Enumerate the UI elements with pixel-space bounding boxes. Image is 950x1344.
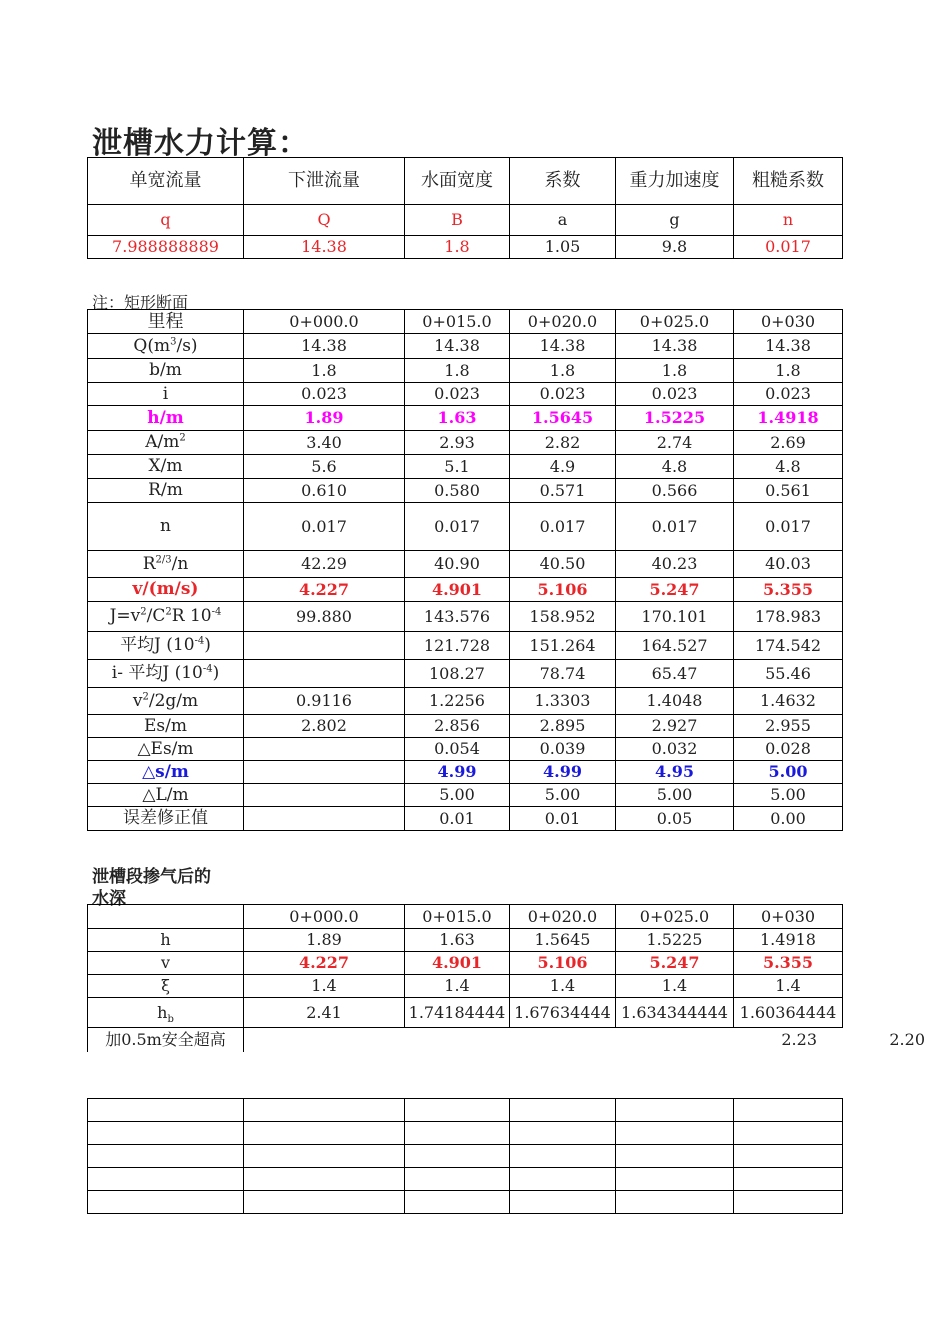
value-cell: 5.247 <box>616 952 734 975</box>
value-cell: 0.023 <box>510 383 616 406</box>
row-label <box>88 738 244 761</box>
empty-cell <box>510 1145 616 1168</box>
table-row <box>88 952 843 975</box>
empty-cell <box>244 1145 405 1168</box>
row-label <box>88 632 244 660</box>
label-supscript: -4 <box>211 606 222 618</box>
label-text: v/(m/s) <box>132 579 199 599</box>
row-label <box>88 383 244 406</box>
label-text: △Es/m <box>137 738 194 759</box>
table-row <box>88 602 843 632</box>
param-header-row <box>88 158 843 205</box>
empty-cell <box>616 1145 734 1168</box>
value-cell: 0.017 <box>405 503 510 551</box>
station-cell: 0+030 <box>734 905 843 929</box>
row-label <box>88 952 244 975</box>
label-supscript: 3 <box>170 335 177 347</box>
station-cell: 0+025.0 <box>616 905 734 929</box>
table-row <box>88 455 843 479</box>
table-row <box>88 334 843 359</box>
table-row <box>88 715 843 738</box>
value-cell: 0.039 <box>510 738 616 761</box>
aeration-table <box>87 904 843 1028</box>
label-text: ) <box>212 663 220 683</box>
value-cell: 5.00 <box>510 784 616 807</box>
value-cell: 0.023 <box>405 383 510 406</box>
label-supscript: 2 <box>165 606 172 618</box>
value-cell: 2.927 <box>616 715 734 738</box>
value-cell: 143.576 <box>405 602 510 632</box>
value-cell: 3.40 <box>244 431 405 455</box>
value-cell: 2.895 <box>510 715 616 738</box>
value-cell: 2.955 <box>734 715 843 738</box>
value-cell: 5.106 <box>510 578 616 602</box>
row-label <box>88 807 244 831</box>
value-cell: 151.264 <box>510 632 616 660</box>
label-text: Q(m <box>133 335 171 356</box>
value-cell: 1.8 <box>510 359 616 383</box>
param-symbol: B <box>405 205 510 236</box>
value-cell: 1.8 <box>616 359 734 383</box>
param-symbol: q <box>88 205 244 236</box>
label-text: Es/m <box>144 715 187 736</box>
value-cell: 1.74184444 <box>405 998 510 1028</box>
value-cell: 0.566 <box>616 479 734 503</box>
label-supscript: -4 <box>194 635 205 647</box>
value-cell: 5.00 <box>616 784 734 807</box>
value-cell: 1.4 <box>244 975 405 998</box>
value-cell: 0.017 <box>510 503 616 551</box>
param-symbol: n <box>734 205 843 236</box>
station-cell: 0+025.0 <box>616 310 734 334</box>
row-label <box>88 479 244 503</box>
value-cell: 4.901 <box>405 952 510 975</box>
row-label <box>88 578 244 602</box>
label-text: h <box>157 1002 168 1022</box>
value-cell: 42.29 <box>244 551 405 578</box>
label-text: /C <box>146 606 166 626</box>
value-cell: 0.561 <box>734 479 843 503</box>
calculation-table <box>87 309 843 831</box>
param-value: 7.988888889 <box>88 236 244 259</box>
value-cell <box>244 632 405 660</box>
value-cell: 14.38 <box>405 334 510 359</box>
param-value: 1.8 <box>405 236 510 259</box>
empty-cell <box>405 1122 510 1145</box>
row-label <box>88 715 244 738</box>
label-text: R <box>142 553 156 574</box>
value-cell: 5.00 <box>734 784 843 807</box>
value-cell: 1.8 <box>244 359 405 383</box>
value-cell: 1.67634444 <box>510 998 616 1028</box>
label-text: 平均J (10 <box>120 635 195 655</box>
empty-cell <box>405 1145 510 1168</box>
value-cell: 1.63 <box>405 406 510 431</box>
empty-row <box>88 1122 843 1145</box>
value-cell: 1.5645 <box>510 929 616 952</box>
section-note: 注：矩形断面 <box>92 293 189 312</box>
param-value: 9.8 <box>616 236 734 259</box>
value-cell: 108.27 <box>405 660 510 688</box>
station-cell: 0+015.0 <box>405 310 510 334</box>
empty-cell <box>510 1191 616 1214</box>
value-cell: 40.50 <box>510 551 616 578</box>
empty-cell <box>734 1191 843 1214</box>
safety-label: 加0.5m安全超高 <box>87 1028 244 1052</box>
param-symbol-row <box>88 205 843 236</box>
value-cell: 5.247 <box>616 578 734 602</box>
table-row <box>88 738 843 761</box>
value-cell: 0.01 <box>510 807 616 831</box>
label-text: v <box>132 690 143 711</box>
value-cell <box>244 784 405 807</box>
value-cell: 0.571 <box>510 479 616 503</box>
table-row <box>88 359 843 383</box>
value-cell: 40.03 <box>734 551 843 578</box>
value-cell: 158.952 <box>510 602 616 632</box>
value-cell: 121.728 <box>405 632 510 660</box>
param-symbol: g <box>616 205 734 236</box>
station-cell: 0+020.0 <box>510 905 616 929</box>
row-label <box>88 334 244 359</box>
value-cell: 14.38 <box>244 334 405 359</box>
row-label <box>88 503 244 551</box>
value-cell: 4.8 <box>734 455 843 479</box>
table-row <box>88 784 843 807</box>
station-cell: 0+020.0 <box>510 310 616 334</box>
empty-cell <box>734 1168 843 1191</box>
safety-row <box>87 1028 925 1052</box>
empty-cell <box>734 1122 843 1145</box>
value-cell: 4.227 <box>244 952 405 975</box>
value-cell: 178.983 <box>734 602 843 632</box>
value-cell: 0.00 <box>734 807 843 831</box>
empty-cell <box>244 1191 405 1214</box>
value-cell: 4.99 <box>405 761 510 784</box>
table-row <box>88 383 843 406</box>
empty-cell <box>616 1168 734 1191</box>
value-cell: 5.106 <box>510 952 616 975</box>
value-cell: 2.69 <box>734 431 843 455</box>
label-text: h/m <box>147 407 184 428</box>
label-text: /s) <box>176 335 198 356</box>
value-cell: 0.032 <box>616 738 734 761</box>
value-cell: 4.227 <box>244 578 405 602</box>
value-cell: 2.41 <box>244 998 405 1028</box>
value-cell: 4.99 <box>510 761 616 784</box>
value-cell: 1.2256 <box>405 688 510 715</box>
value-cell: 1.5645 <box>510 406 616 431</box>
table-row <box>88 975 843 998</box>
label-text: X/m <box>148 456 183 476</box>
label-text: i <box>162 383 169 404</box>
param-header: 粗糙系数 <box>734 158 843 205</box>
empty-cell <box>734 1145 843 1168</box>
empty-cell <box>616 1191 734 1214</box>
empty-cell <box>88 1122 244 1145</box>
value-cell: 1.4632 <box>734 688 843 715</box>
label-text: ξ <box>161 976 170 995</box>
value-cell: 1.4 <box>510 975 616 998</box>
value-cell <box>244 761 405 784</box>
table-row <box>88 998 843 1028</box>
empty-cell <box>405 1168 510 1191</box>
station-cell: 0+015.0 <box>405 905 510 929</box>
table-row <box>88 807 843 831</box>
value-cell: 40.90 <box>405 551 510 578</box>
value-cell: 40.23 <box>616 551 734 578</box>
row-label: 里程 <box>88 310 244 334</box>
safety-value: 2.20 <box>889 1030 925 1049</box>
label-text: 误差修正值 <box>123 808 208 828</box>
value-cell: 99.880 <box>244 602 405 632</box>
label-supscript: 2 <box>140 606 147 618</box>
value-cell: 65.47 <box>616 660 734 688</box>
value-cell: 4.9 <box>510 455 616 479</box>
page-title: 泄槽水力计算： <box>92 126 309 161</box>
value-cell: 1.8 <box>734 359 843 383</box>
value-cell: 2.856 <box>405 715 510 738</box>
station-cell: 0+030 <box>734 310 843 334</box>
safety-value: 2.23 <box>781 1030 817 1049</box>
value-cell: 0.05 <box>616 807 734 831</box>
row-label <box>88 551 244 578</box>
value-cell: 1.89 <box>244 929 405 952</box>
empty-row <box>88 1191 843 1214</box>
empty-cell <box>510 1168 616 1191</box>
value-cell: 2.82 <box>510 431 616 455</box>
label-text: i- 平均J (10 <box>111 663 203 683</box>
param-value: 14.38 <box>244 236 405 259</box>
table-row <box>88 551 843 578</box>
value-cell: 5.355 <box>734 578 843 602</box>
value-cell: 1.4918 <box>734 406 843 431</box>
param-header: 下泄流量 <box>244 158 405 205</box>
value-cell: 4.8 <box>616 455 734 479</box>
value-cell: 1.4 <box>616 975 734 998</box>
value-cell: 1.5225 <box>616 929 734 952</box>
label-text: △L/m <box>142 784 189 805</box>
empty-cell <box>616 1099 734 1122</box>
value-cell: 5.00 <box>734 761 843 784</box>
value-cell: 14.38 <box>734 334 843 359</box>
param-header: 水面宽度 <box>405 158 510 205</box>
empty-cell <box>405 1191 510 1214</box>
row-label <box>88 929 244 952</box>
aeration-station-row <box>88 905 843 929</box>
empty-row <box>88 1145 843 1168</box>
label-text: b/m <box>149 360 182 380</box>
label-text: A/m <box>145 432 180 452</box>
row-label <box>88 660 244 688</box>
param-header: 系数 <box>510 158 616 205</box>
empty-cell <box>88 1191 244 1214</box>
param-value-row <box>88 236 843 259</box>
label-text: h <box>160 930 171 949</box>
value-cell: 55.46 <box>734 660 843 688</box>
value-cell: 78.74 <box>510 660 616 688</box>
label-supscript: -4 <box>202 663 213 675</box>
empty-cell <box>244 1122 405 1145</box>
station-row <box>88 310 843 334</box>
value-cell: 0.017 <box>734 503 843 551</box>
aeration-title-line2: 水深 <box>92 889 126 909</box>
value-cell: 2.74 <box>616 431 734 455</box>
row-label <box>88 998 244 1028</box>
value-cell <box>244 738 405 761</box>
empty-row <box>88 1099 843 1122</box>
value-cell: 1.4048 <box>616 688 734 715</box>
value-cell: 4.901 <box>405 578 510 602</box>
value-cell: 14.38 <box>616 334 734 359</box>
empty-cell <box>88 1145 244 1168</box>
param-symbol: Q <box>244 205 405 236</box>
table-row <box>88 688 843 715</box>
row-label <box>88 602 244 632</box>
row-label <box>88 359 244 383</box>
param-header: 重力加速度 <box>616 158 734 205</box>
label-supscript: 2 <box>179 432 186 444</box>
param-symbol: a <box>510 205 616 236</box>
station-cell: 0+000.0 <box>244 905 405 929</box>
empty-cell <box>616 1122 734 1145</box>
value-cell: 0.9116 <box>244 688 405 715</box>
row-label <box>88 431 244 455</box>
table-row <box>88 660 843 688</box>
label-text: /n <box>171 553 189 574</box>
value-cell: 4.95 <box>616 761 734 784</box>
row-label <box>88 406 244 431</box>
table-row <box>88 578 843 602</box>
parameters-table <box>87 157 843 259</box>
value-cell: 0.028 <box>734 738 843 761</box>
table-row <box>88 929 843 952</box>
table-row <box>88 761 843 784</box>
value-cell: 0.023 <box>244 383 405 406</box>
label-text: n <box>160 516 171 536</box>
value-cell: 0.017 <box>616 503 734 551</box>
value-cell: 2.802 <box>244 715 405 738</box>
value-cell: 5.1 <box>405 455 510 479</box>
label-supscript: 2 <box>142 690 149 702</box>
row-label <box>88 975 244 998</box>
param-value: 1.05 <box>510 236 616 259</box>
value-cell: 0.580 <box>405 479 510 503</box>
empty-cell <box>510 1099 616 1122</box>
label-subscript: b <box>167 1013 174 1025</box>
value-cell: 0.017 <box>244 503 405 551</box>
value-cell: 170.101 <box>616 602 734 632</box>
row-label <box>88 784 244 807</box>
param-header: 单宽流量 <box>88 158 244 205</box>
label-supscript: 2/3 <box>155 553 172 565</box>
label-text: R 10 <box>171 606 212 626</box>
empty-cell <box>244 1099 405 1122</box>
value-cell: 5.6 <box>244 455 405 479</box>
value-cell: 0.610 <box>244 479 405 503</box>
value-cell: 0.023 <box>616 383 734 406</box>
value-cell: 1.63 <box>405 929 510 952</box>
row-label <box>88 761 244 784</box>
table-row <box>88 503 843 551</box>
row-label <box>88 688 244 715</box>
value-cell: 1.4 <box>734 975 843 998</box>
param-value: 0.017 <box>734 236 843 259</box>
table-row <box>88 479 843 503</box>
label-text: ) <box>204 635 211 655</box>
value-cell: 5.355 <box>734 952 843 975</box>
station-cell: 0+000.0 <box>244 310 405 334</box>
value-cell: 14.38 <box>510 334 616 359</box>
value-cell: 2.93 <box>405 431 510 455</box>
value-cell: 1.60364444 <box>734 998 843 1028</box>
value-cell: 1.634344444 <box>616 998 734 1028</box>
empty-cell <box>510 1122 616 1145</box>
row-label <box>88 905 244 929</box>
aeration-title: 泄槽段掺气后的 <box>92 867 211 887</box>
label-text: △s/m <box>142 761 189 782</box>
empty-cell <box>405 1099 510 1122</box>
label-text: /2g/m <box>148 690 199 711</box>
empty-cell <box>244 1168 405 1191</box>
value-cell <box>244 807 405 831</box>
row-label <box>88 455 244 479</box>
value-cell: 1.89 <box>244 406 405 431</box>
empty-cell <box>88 1099 244 1122</box>
value-cell: 174.542 <box>734 632 843 660</box>
empty-table <box>87 1098 843 1214</box>
value-cell: 1.5225 <box>616 406 734 431</box>
table-row <box>88 431 843 455</box>
value-cell: 1.8 <box>405 359 510 383</box>
label-text: R/m <box>148 480 183 500</box>
value-cell: 0.023 <box>734 383 843 406</box>
value-cell: 0.054 <box>405 738 510 761</box>
value-cell <box>244 660 405 688</box>
table-row <box>88 632 843 660</box>
empty-cell <box>88 1168 244 1191</box>
empty-row <box>88 1168 843 1191</box>
value-cell: 1.3303 <box>510 688 616 715</box>
table-row <box>88 406 843 431</box>
value-cell: 0.01 <box>405 807 510 831</box>
label-text: J=v <box>109 606 141 626</box>
label-text: v <box>160 953 171 972</box>
value-cell: 5.00 <box>405 784 510 807</box>
empty-cell <box>734 1099 843 1122</box>
value-cell: 164.527 <box>616 632 734 660</box>
value-cell: 1.4 <box>405 975 510 998</box>
value-cell: 1.4918 <box>734 929 843 952</box>
